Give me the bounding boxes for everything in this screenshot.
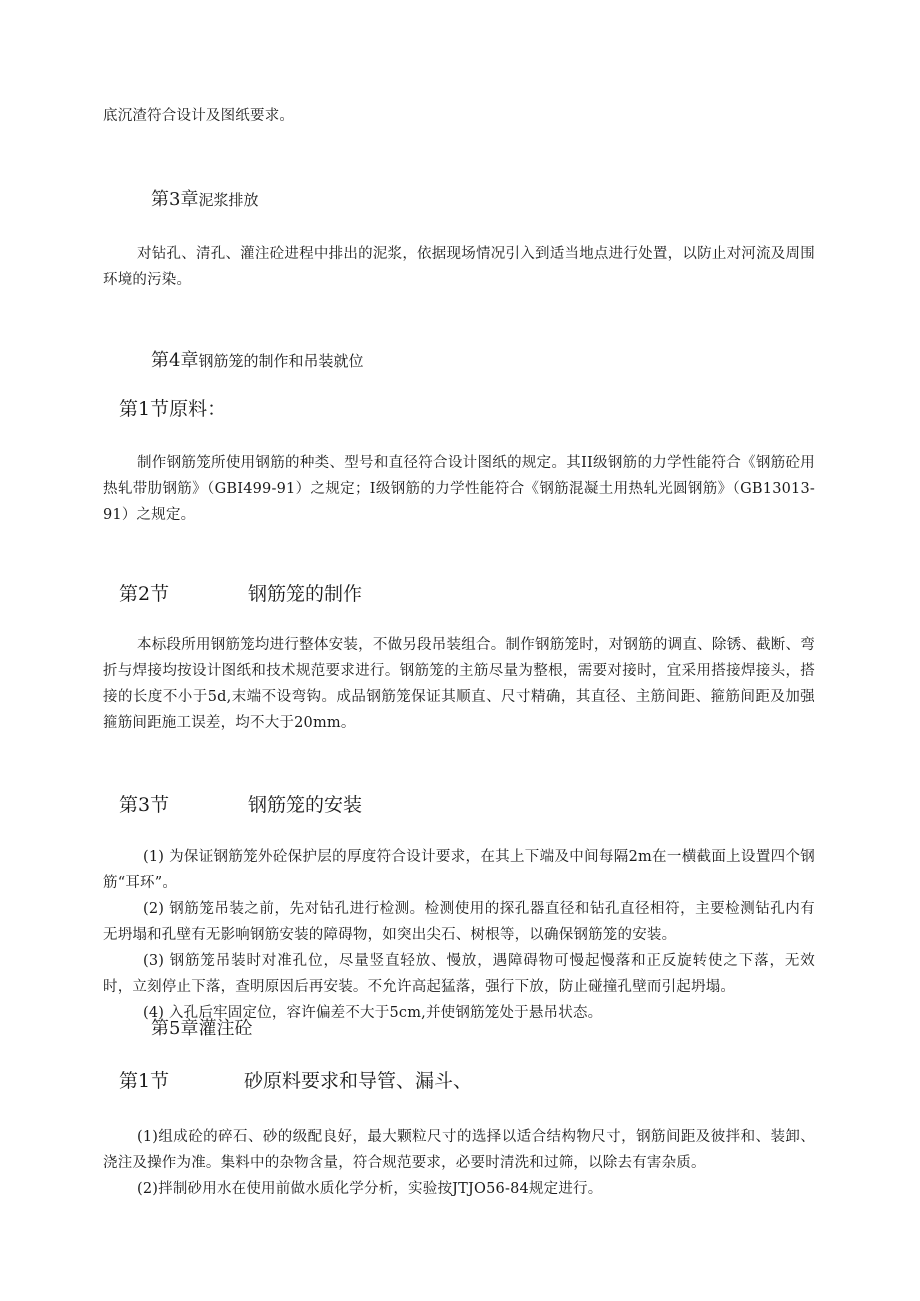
section-4-2-label: 第2节: [119, 583, 170, 605]
chapter-5-title: 灌注砼: [198, 1018, 253, 1039]
chapter-4-heading: [151, 349, 863, 373]
section-4-3-heading: [119, 792, 831, 818]
section-4-2-heading: [119, 581, 831, 607]
section-4-1-paragraph: 制作钢筋笼所使用钢筋的种类、型号和直径符合设计图纸的规定。其II级钢筋的力学性能符合《钢筋砼用热轧带肋钢筋》（GBI499-91）之规定；I级钢筋的力学性能符合《钢筋混凝土用热轧光圆钢筋》（GB13013-91）之规定。: [103, 455, 815, 523]
section-4-3-title: 钢筋笼的安装: [248, 794, 363, 816]
section-4-1-heading: [119, 396, 831, 422]
chapter-5-label: 第5章: [151, 1018, 199, 1039]
section-4-2-title: 钢筋笼的制作: [248, 583, 363, 605]
list-item: (3) 钢筋笼吊装时对准孔位，尽量竖直轻放、慢放，遇障碍物可慢起慢落和正反旋转使之下落，无效时，立刻停止下落，查明原因后再安装。不允许高起猛落，强行下放，防止碰撞孔壁而引起坍塌。: [103, 953, 815, 995]
list-item: (4) 入孔后牢固定位，容许偏差不大于5cm,并使钢筋笼处于悬吊状态。: [143, 1005, 603, 1021]
list-item: (2) 钢筋笼吊装之前，先对钻孔进行检测。检测使用的探孔器直径和钻孔直径相符，主要检测钻孔内有无坍塌和孔壁有无影响钢筋安装的障碍物，如突出尖石、树根等，以确保钢筋笼的安装。: [103, 901, 815, 943]
section-4-2-paragraph: 本标段所用钢筋笼均进行整体安装，不做另段吊装组合。制作钢筋笼时，对钢筋的调直、除锈、截断、弯折与焊接均按设计图纸和技术规范要求进行。钢筋笼的主筋尽量为整根，需要对接时，宜采用搭接焊接头，搭接的长度不小于5d,末端不设弯钩。成品钢筋笼保证其顺直、尺寸精确，其直径、主筋间距、箍筋间距及加强箍筋间距施工误差，均不大于20mm。: [103, 637, 815, 731]
section-5-1-label: 第1节: [119, 1070, 170, 1092]
section-4-1-title: 原料：: [169, 398, 227, 420]
chapter-5-heading: [151, 1017, 863, 1041]
chapter-4-label: 第4章: [151, 350, 199, 371]
chapter-3-title: 泥浆排放: [198, 191, 259, 209]
chapter-4-title: 钢筋笼的制作和吊装就位: [198, 352, 364, 370]
list-item: (2)拌制砂用水在使用前做水质化学分析，实验按JTJO56-84规定进行。: [137, 1181, 603, 1197]
section-5-1-title: 砂原料要求和导管、漏斗、: [244, 1070, 473, 1092]
chapter-3-label: 第3章: [151, 189, 199, 210]
section-5-1-heading: [119, 1068, 831, 1094]
section-5-1-list: [103, 1124, 815, 1202]
list-item: (1)组成砼的碎石、砂的级配良好，最大颗粒尺寸的选择以适合结构物尺寸，钢筋间距及彼拌和、装卸、浇注及操作为准。集料中的杂物含量，符合规范要求，必要时清洗和过筛，以除去有害杂质。: [103, 1129, 815, 1171]
section-4-3-list: [103, 844, 815, 1026]
list-item: (1) 为保证钢筋笼外砼保护层的厚度符合设计要求，在其上下端及中间每隔2m在一横截面上设置四个钢筋“耳环”。: [103, 849, 815, 891]
chapter-3-paragraph: 对钻孔、清孔、灌注砼进程中排出的泥浆，依据现场情况引入到适当地点进行处置，以防止对河流及周围环境的污染。: [103, 246, 815, 288]
chapter-3-heading: [151, 188, 863, 212]
intro-tail-text: 底沉渣符合设计及图纸要求。: [103, 108, 295, 124]
section-4-3-label: 第3节: [119, 794, 170, 816]
section-4-1-label: 第1节: [119, 398, 170, 420]
